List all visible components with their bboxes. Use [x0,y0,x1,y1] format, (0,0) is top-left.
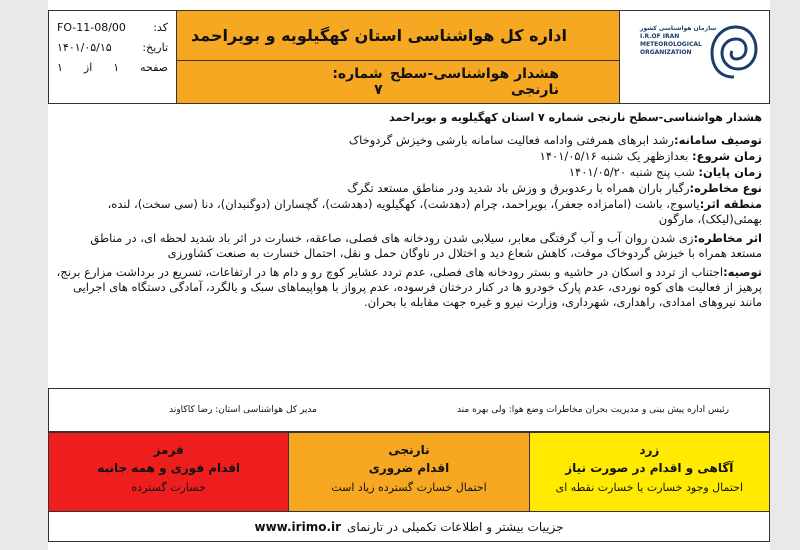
hazard-effect: اثر مخاطره:زی شدن روان آب و آب گرفتگی معابر، سیلابی شدن رودخانه های فصلی، صاعقه، خسارت در اثر باد شدید لحظه ای، در مناطق مستعد همراه با خیزش گردوخاک موقت، کاهش شعاع دید و اختلال در ناوگان حمل و نقل، احتمال خسارت به صنعت کشاورزی [90,231,762,260]
footer [48,512,770,542]
page-label: صفحه [140,60,168,74]
footer-text: جزییات بیشتر و اطلاعات تکمیلی در تارنمای [347,519,564,534]
system-description: توصیف سامانه:رشد ابرهای همرفتی وادامه فعالیت سامانه بارشی وخیزش گردوخاک [348,133,762,147]
document-meta [49,11,177,103]
warning-levels [48,432,770,512]
code-label: کد: [153,20,168,34]
page-total: ۱ [57,60,63,74]
forecast-head-signature: رئیس اداره پیش بینی و مدیریت بحران مخاطرات وضع هوا: ولی بهره مند [456,405,729,415]
signature-row [48,388,770,432]
body-title: هشدار هواشناسی-سطح نارنجی شماره ۷ استان کهگیلویه و بویراحمد [389,111,762,124]
spiral-logo-icon [708,23,760,81]
end-time: زمان پایان: شب پنج شنبه ۱۴۰۱/۰۵/۲۰ [568,165,762,179]
level-orange: نارنجی اقدام ضروری احتمال خسارت گسترده زیاد است [289,433,529,511]
level-yellow: زرد آگاهی و اقدام در صورت نیاز احتمال وجود خسارت یا خسارت نقطه ای [530,433,769,511]
level-red: قرمز اقدام فوری و همه جانبه خسارت گسترده [49,433,289,511]
warning-body [48,104,770,384]
hazard-type: نوع مخاطره:رگبار باران همراه با رعدوبرق و وزش باد شدید ودر مناطق مستعد تگرگ [347,181,762,195]
page-of: از [83,60,93,74]
recommendations: توصیه:اجتناب از تردد و اسکان در حاشیه و بستر رودخانه های فصلی، عدم تردد عشایر کوچ رو و دام ها در ارتفاعات، تسریع در برداشت مزارع برنج، پرهیز از فعالیت های کوه نوردی، عدم پارک خودرو ها در کنار درختان فرسوده، عدم پرواز با هواپیماهای سبک و بالگرد، آمادگی دستگاه های اجرایی مانند نیروهای امدادی، راهداری، شهرداری، وزارت نیرو و غیره جهت مقابله با بحران. [56,265,762,309]
date-label: تاریخ: [142,40,168,54]
start-time: زمان شروع: بعدازظهر یک شنبه ۱۴۰۱/۰۵/۱۶ [539,149,762,163]
header-titles [177,11,619,103]
page-number: ۱ [113,60,120,74]
irimo-logo [619,11,769,103]
website-link[interactable]: www.irimo.ir [254,519,342,534]
code-value: FO-11-08/00 [57,20,126,34]
director-signature: مدیر کل هواشناسی استان: رضا کاکاوند [169,405,317,415]
warning-number: شماره: ۷ [332,66,383,98]
document-header [48,10,770,104]
affected-area: منطقه اثر:یاسوج، باشت (امامزاده جعفر)، بویراحمد، چرام (دهدشت)، کهگیلویه (دهدشت)، گچساران (دوگنبدان)، دنا (سی سخت)، لنده، بهمئی(لیکک)، مارگون [107,197,762,226]
warning-document [48,0,770,550]
warning-title: هشدار هواشناسی-سطح نارنجی [389,66,559,98]
logo-text: سازمان هواشناسی کشور I.R.OF IRAN METEOROLOGICAL ORGANIZATION [640,25,717,56]
org-title: اداره کل هواشناسی استان کهگیلویه و بویراحمد [177,11,619,61]
date-value: ۱۴۰۱/۰۵/۱۵ [57,40,112,54]
